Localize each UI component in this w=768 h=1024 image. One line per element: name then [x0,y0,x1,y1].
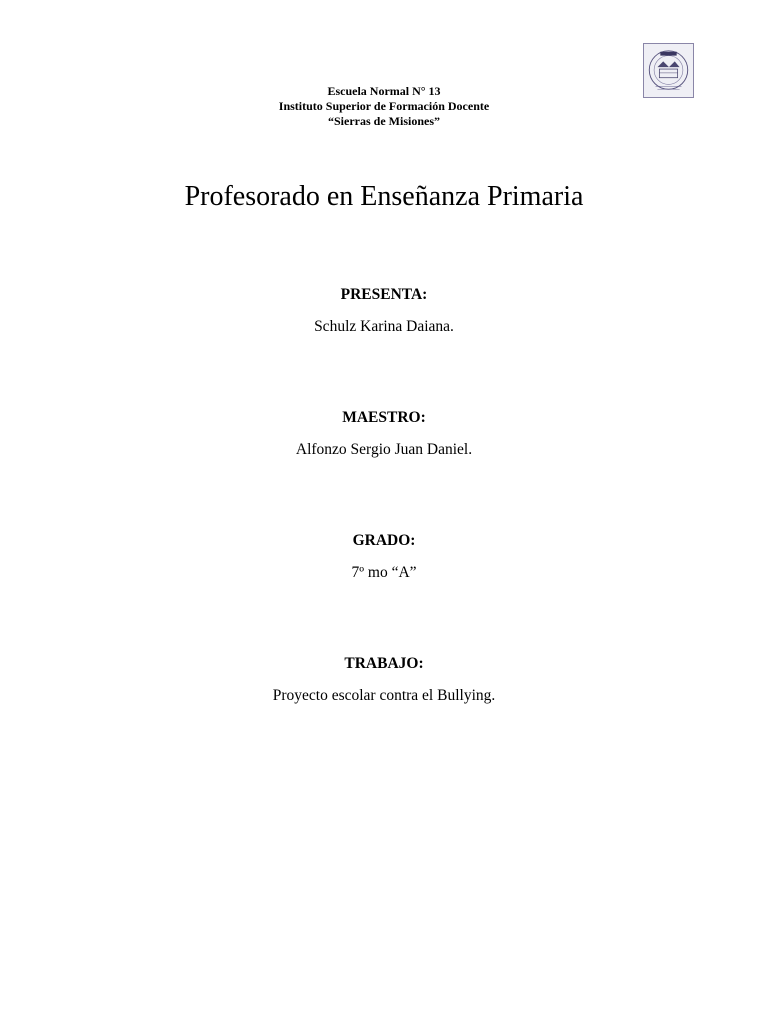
grade-section [0,531,768,583]
grade-label: GRADO: [352,532,416,549]
work-value: Proyecto escolar contra el Bullying. [272,687,496,704]
presenter-value: Schulz Karina Daiana. [314,318,454,335]
teacher-section [0,408,768,460]
header-institute-motto: “Sierras de Misiones” [328,114,440,128]
teacher-label: MAESTRO: [342,409,426,426]
grade-value: 7º mo “A” [351,564,417,581]
header-institute-name: Instituto Superior de Formación Docente [278,99,490,113]
teacher-value: Alfonzo Sergio Juan Daniel. [295,441,473,458]
institution-header [0,84,768,129]
header-school-name: Escuela Normal N° 13 [327,84,441,98]
document-title: Profesorado en Enseñanza Primaria [184,181,584,212]
presenter-label: PRESENTA: [340,286,428,303]
work-label: TRABAJO: [344,655,424,672]
presenter-section [0,285,768,337]
work-section [0,654,768,706]
